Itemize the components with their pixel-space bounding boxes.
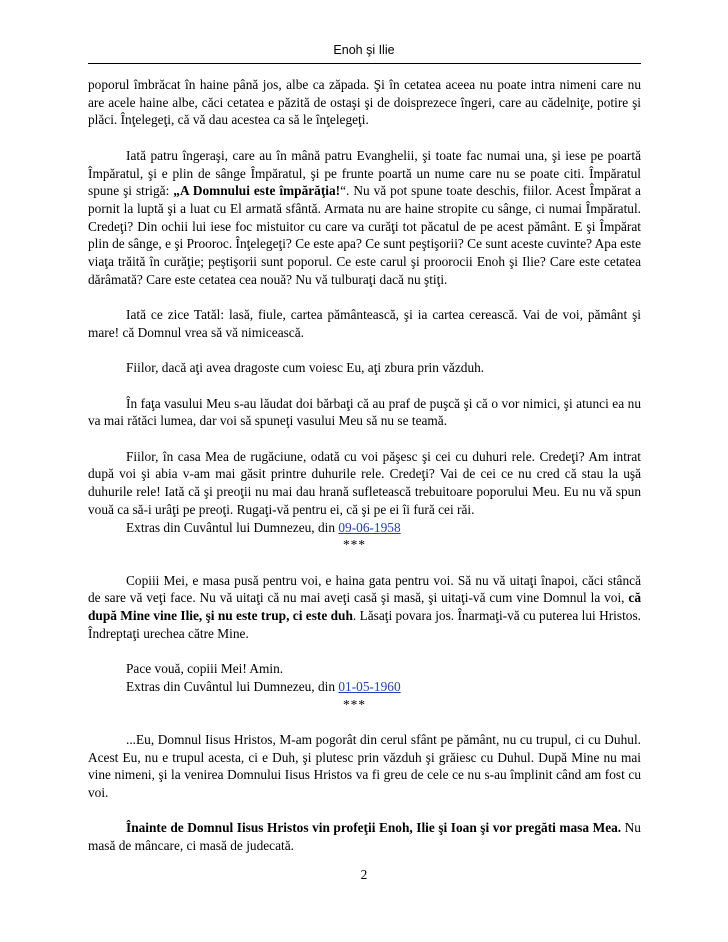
- citation-text: Extras din Cuvântul lui Dumnezeu, din: [126, 678, 339, 694]
- paragraph-text: Copiii Mei, e masa pusă pentru voi, e haina gata pentru voi. Să nu vă uitaţi înapoi, căci stâncă de sare vă veţi face. Nu vă uitaţi că nu mai aveţi casă şi masă, şi uitaţi-vă cum vine Domnul la voi,: [88, 572, 641, 606]
- source-citation: [88, 678, 641, 696]
- bold-quote: „A Domnului este împărăţia!: [173, 183, 341, 199]
- paragraph: [88, 572, 641, 643]
- paragraph: ...Eu, Domnul Iisus Hristos, M-am pogorât din cerul sfânt pe pământ, nu cu trupul, ci cu Duhul. Acest Eu, nu e trupul acesta, ci e Duh, şi plutesc prin văzduh şi grăiesc cu Duhul. După Mine nu mai vine nimeni, şi la venirea Domnului Iisus Hristos va fi greu de cele ce nu s-au împlinit când am fost cu voi.: [88, 731, 641, 800]
- paragraph: poporul îmbrăcat în haine până jos, albe ca zăpada. Şi în cetatea aceea nu poate intra nimeni care nu are acele haine albe, căci cetatea e păzită de ostaşi şi de doisprezece îngeri, care au cădelniţe, potire şi plăci. Înţelegeţi, că vă dau acestea ca să le înţelegeţi.: [88, 77, 641, 128]
- date-link[interactable]: 01-05-1960: [338, 678, 401, 694]
- citation-text: Extras din Cuvântul lui Dumnezeu, din: [126, 519, 339, 535]
- paragraph: Fiilor, în casa Mea de rugăciune, odată cu voi păşesc şi cei cu duhuri rele. Credeţi? Am intrat după voi şi abia v-am mai găsit printre duhurile rele. Credeţi? Vai de cei ce nu cred că stau la uşă duhurile rele! Iată că şi preoţii nu mai dau hrană sufletească trebuitoare poporului Meu. Eu nu vă spun vouă ca să-i urâţi pe preoţi. Rugaţi-vă pentru ei, că şi pe ei îi fură cei răi.: [88, 448, 641, 517]
- page-header-title: Enoh şi Ilie: [333, 43, 395, 57]
- document-body: [88, 76, 641, 855]
- source-citation: [88, 519, 641, 537]
- paragraph: Iată ce zice Tatăl: lasă, fiule, cartea pământească, şi ia cartea cerească. Vai de voi, pământ şi mare! că Domnul vrea să vă nimicească.: [88, 307, 641, 340]
- paragraph: [88, 819, 641, 854]
- paragraph-text: “. Nu vă pot spune toate deschis, fiilor. Acest Împărat a pornit la luptă şi a luat cu El armată sfântă. Armata nu are haine stropite cu sânge, ci numai Împăratul. Credeţi? Din ochii lui iese foc mistuitor cu care va curăţi tot păcatul de pe acest pământ. E şi Împărat plin de sânge, e şi Prooroc. Înţelegeţi? Ce este apa? Ce sunt peştişorii? Ce sunt aceste cuvinte? Apa este viaţa trăită în curăţie; peştişorii sunt poporul. Ce este carul şi proorocii Enoh şi Ilie? Care este cetatea dărâmată? Care este cetatea cea nouă? Nu vă tulburaţi dacă nu ştiţi.: [88, 183, 641, 287]
- paragraph-text: Iată patru îngeraşi, care au în mână patru Evanghelii, şi toate fac numai una, şi iese pe poartă Împăratul, şi e plin de sânge Împăratul, şi pe frunte poartă un nume care nu se poate citi. Împăratul spune şi strigă:: [88, 147, 641, 199]
- paragraph-text: Nu masă de mâncare, ci masă de judecată.: [88, 820, 641, 854]
- page-number: 2: [360, 867, 368, 882]
- section-separator: ***: [343, 696, 367, 712]
- header-divider: [88, 63, 641, 64]
- paragraph: În faţa vasului Meu s-au lăudat doi bărbaţi că au praf de puşcă şi că o vor nimici, şi atunci ea nu va mai rătăci lumea, dar voi să spuneţi vasului Meu să nu se teamă.: [88, 395, 641, 429]
- date-link[interactable]: 09-06-1958: [338, 519, 401, 535]
- paragraph: [88, 147, 641, 289]
- bold-text: că după Mine vine Ilie, şi nu este trup, ci este duh: [88, 590, 641, 623]
- paragraph: Pace vouă, copiii Mei! Amin.: [126, 661, 284, 677]
- paragraph-text: . Lăsaţi povara jos. Înarmaţi-vă cu puterea lui Hristos. Îndreptaţi urechea către Mine.: [88, 608, 641, 641]
- section-separator: ***: [343, 537, 367, 553]
- bold-text: Înainte de Domnul Iisus Hristos vin profeţii Enoh, Ilie şi Ioan şi vor pregăti masa Mea.: [126, 820, 622, 836]
- paragraph: Fiilor, dacă aţi avea dragoste cum voiesc Eu, aţi zbura prin văzduh.: [126, 360, 485, 376]
